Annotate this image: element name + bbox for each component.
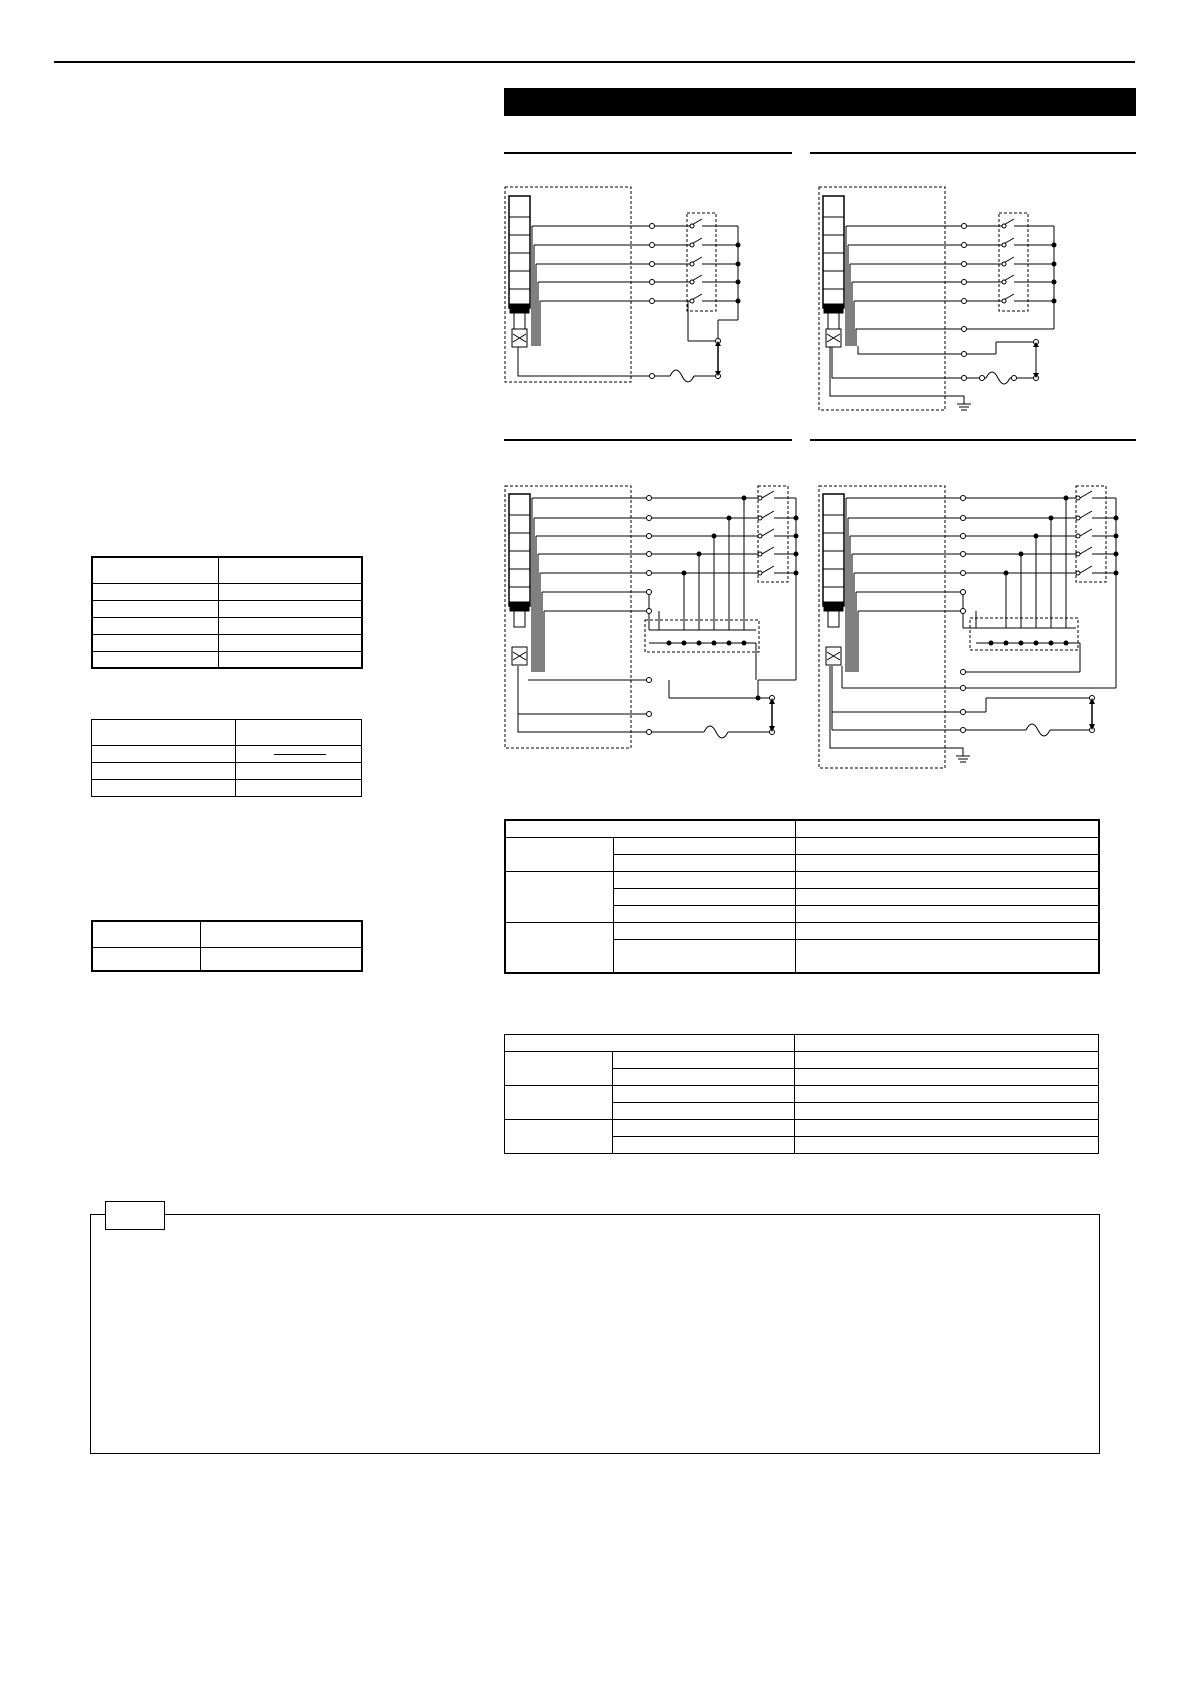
cell	[613, 871, 795, 888]
cell	[218, 557, 362, 583]
cell	[505, 922, 613, 973]
cell	[218, 634, 362, 651]
cell	[613, 854, 795, 871]
cell	[200, 947, 362, 971]
cell	[218, 600, 362, 617]
cell	[795, 1069, 1099, 1086]
cell	[92, 651, 218, 668]
cell	[795, 854, 1099, 871]
cell	[218, 583, 362, 600]
cell	[505, 837, 613, 871]
cell	[613, 905, 795, 922]
cell	[795, 888, 1099, 905]
wiring-diagram-4	[818, 480, 1128, 770]
left-table-b	[91, 719, 362, 797]
cell	[613, 837, 795, 854]
cell	[505, 1035, 795, 1052]
cell	[200, 921, 362, 947]
cell	[505, 820, 795, 837]
cell	[505, 1086, 613, 1120]
top-rule	[54, 61, 1135, 63]
cell	[236, 746, 362, 763]
cell	[236, 763, 362, 780]
cell	[92, 600, 218, 617]
cell	[795, 922, 1099, 939]
cell	[613, 1069, 795, 1086]
cell	[795, 1137, 1099, 1154]
cell	[92, 583, 218, 600]
cell	[92, 746, 236, 763]
right-table-2	[504, 1034, 1099, 1154]
wiring-diagram-1	[504, 186, 764, 396]
cell	[505, 871, 613, 922]
wiring-diagram-3	[504, 480, 804, 750]
cell	[795, 1086, 1099, 1103]
diagram-4-title-rule	[810, 439, 1136, 441]
cell	[613, 1052, 795, 1069]
diagram-1-title-rule	[504, 152, 792, 154]
cell	[236, 720, 362, 746]
cell	[218, 617, 362, 634]
cell	[92, 921, 200, 947]
left-table-a	[91, 556, 363, 669]
section-header-bar	[504, 88, 1136, 116]
cell	[613, 939, 795, 973]
diagram-2-title-rule	[810, 152, 1136, 154]
cell	[92, 780, 236, 797]
cell	[795, 871, 1099, 888]
diagram-3-title-rule	[504, 439, 792, 441]
cell	[613, 888, 795, 905]
cell	[613, 1103, 795, 1120]
note-box	[90, 1214, 1100, 1454]
wiring-diagram-2	[818, 186, 1118, 416]
cell	[795, 1052, 1099, 1069]
cell	[92, 947, 200, 971]
cell	[795, 1120, 1099, 1137]
cell	[92, 720, 236, 746]
cell	[613, 922, 795, 939]
fraction-bar	[274, 754, 326, 755]
cell	[92, 634, 218, 651]
cell	[613, 1120, 795, 1137]
cell	[795, 1103, 1099, 1120]
cell	[795, 905, 1099, 922]
cell	[92, 763, 236, 780]
cell	[795, 837, 1099, 854]
note-tab	[105, 1201, 165, 1230]
left-table-c	[91, 920, 363, 972]
cell	[795, 1035, 1099, 1052]
cell	[92, 617, 218, 634]
cell	[613, 1137, 795, 1154]
cell	[92, 557, 218, 583]
cell	[505, 1052, 613, 1086]
cell	[795, 820, 1099, 837]
cell	[613, 1086, 795, 1103]
cell	[505, 1120, 613, 1154]
cell	[236, 780, 362, 797]
cell	[218, 651, 362, 668]
cell	[795, 939, 1099, 973]
right-table-1	[504, 819, 1100, 974]
